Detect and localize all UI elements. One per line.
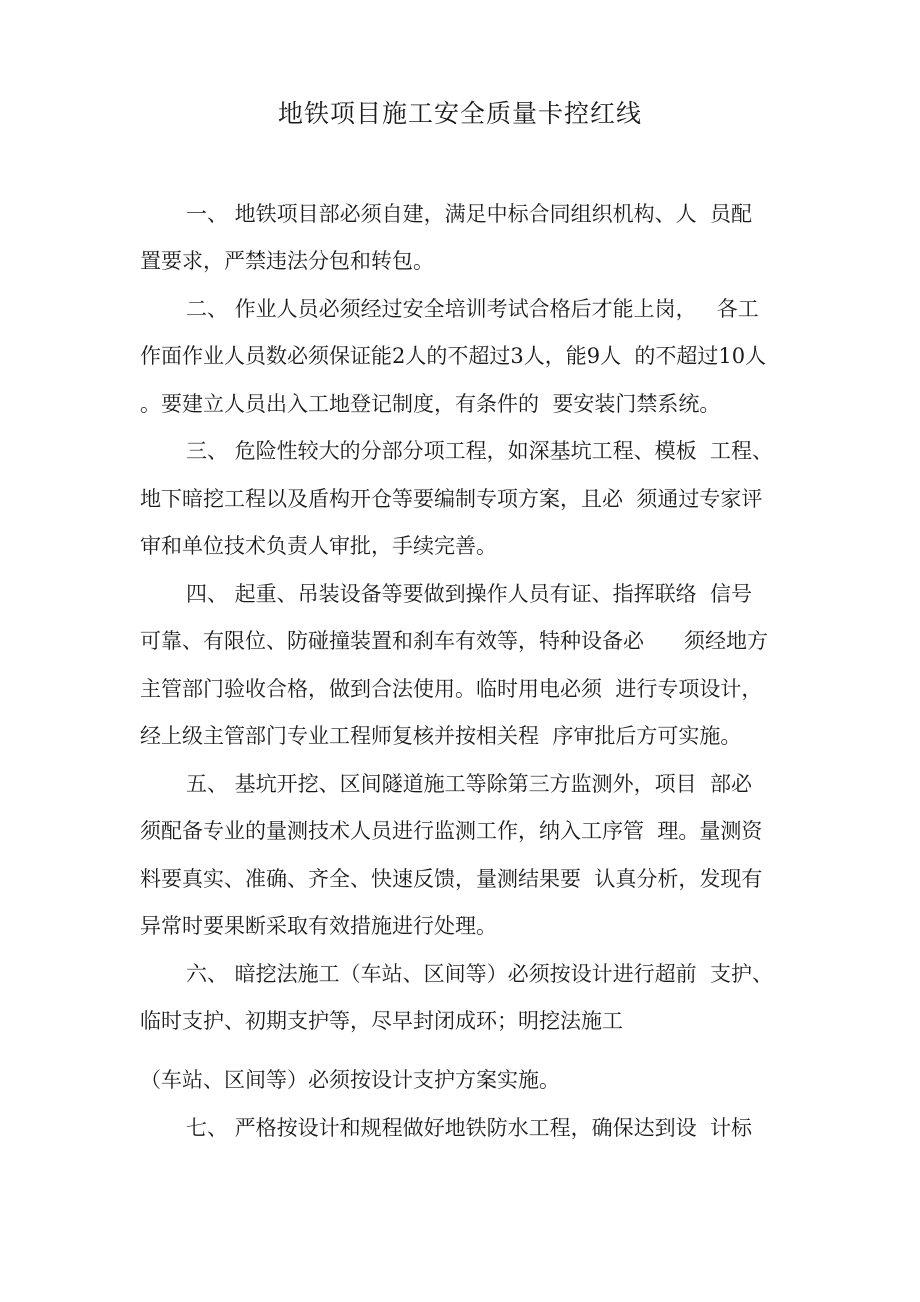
- text-line: 二、 作业人员必须经过安全培训考试合格后才能上岗， 各工: [186, 297, 759, 321]
- text-line: 七、 严格按设计和规程做好地铁防水工程，确保达到设 计标: [186, 1116, 753, 1140]
- text-line: 料要真实、准确、齐全、快速反馈，量测结果要 认真分析，发现有: [140, 867, 763, 891]
- text-line: 六、 暗挖法施工（车站、区间等）必须按设计进行超前 支护、: [186, 962, 774, 986]
- text-line: 五、 基坑开挖、区间隧道施工等除第三方监测外，项目 部必: [186, 772, 753, 796]
- text-line: 。要建立人员出入工地登记制度，有条件的 要安装门禁系统。: [140, 392, 721, 416]
- text-line: 置要求，严禁违法分包和转包。: [140, 249, 434, 273]
- text-line: 经上级主管部门专业工程师复核并按相关程 序审批后方可实施。: [140, 724, 742, 748]
- text-line: （车站、区间等）必须按设计支护方案实施。: [140, 1068, 560, 1092]
- text-line: 三、 危险性较大的分部分项工程，如深基坑工程、模板 工程、: [186, 439, 774, 463]
- text-line: 一、 地铁项目部必须自建，满足中标合同组织机构、人 员配: [186, 202, 753, 226]
- text-line: 审和单位技术负责人审批，手续完善。: [140, 534, 497, 558]
- text-line: 四、 起重、吊装设备等要做到操作人员有证、指挥联络 信号: [186, 582, 753, 606]
- text-line: 异常时要果断采取有效措施进行处理。: [140, 914, 497, 938]
- text-line: 临时支护、初期支护等，尽早封闭成环；明挖法施工: [140, 1009, 623, 1033]
- text-line: 可靠、有限位、防碰撞装置和刹车有效等，特种设备必 须经地方: [140, 629, 769, 653]
- page-title: 地铁项目施工安全质量卡控红线: [277, 99, 642, 128]
- text-line: 作面作业人员数必须保证能2人的不超过3人，能9人 的不超过10人: [140, 344, 767, 368]
- text-line: 地下暗挖工程以及盾构开仓等要编制专项方案，且必 须通过专家评: [140, 487, 763, 511]
- text-line: 主管部门验收合格，做到合法使用。临时用电必须 进行专项设计，: [140, 677, 763, 701]
- text-line: 须配备专业的量测技术人员进行监测工作，纳入工序管 理。量测资: [140, 819, 763, 843]
